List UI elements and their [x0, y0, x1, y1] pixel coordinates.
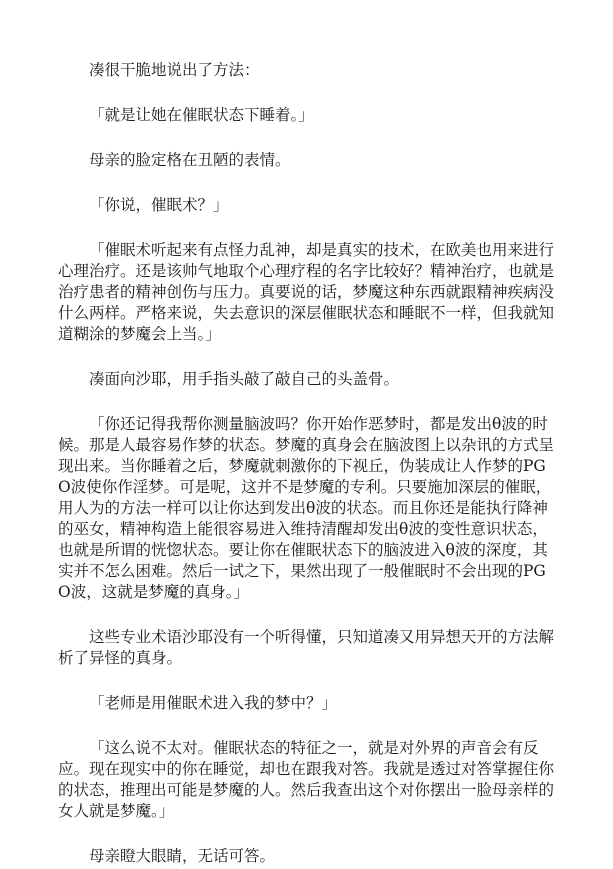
- paragraph-7: 「你还记得我帮你测量脑波吗？你开始作恶梦时，都是发出θ波的时候。那是人最容易作梦的状态。梦魔的真身会在脑波图上以杂讯的方式呈现出来。当你睡着之后，梦魔就刺激你的下视丘，伪装成让人作梦的PGO波使你作淫梦。可是呢，这并不是梦魔的专利。只要施加深层的催眠，用人为的方法一样可以让你达到发出θ波的状态。而且你还是能执行降神的巫女，精神构造上能很容易进入维持清醒却发出θ波的变性意识状态，也就是所谓的恍惚状态。要让你在催眠状态下的脑波进入θ波的深度，其实并不怎么困难。然后一试之下，果然出现了一般催眠时不会出现的PGO波，这就是梦魔的真身。」: [58, 415, 555, 601]
- paragraph-11: 母亲瞪大眼睛，无话可答。: [89, 847, 276, 865]
- paragraph-2: 「就是让她在催眠状态下睡着。」: [89, 106, 314, 124]
- paragraph-8: 这些专业术语沙耶没有一个听得懂，只知道凑又用异想天开的方法解析了异怪的真身。: [58, 628, 555, 667]
- paragraph-5: 「催眠术听起来有点怪力乱神，却是真实的技术，在欧美也用来进行心理治疗。还是该帅气地取个心理疗程的名字比较好？精神治疗，也就是治疗患者的精神创伤与压力。真要说的话，梦魔这种东西就跟精神疾病没什么两样。严格来说，失去意识的深层催眠状态和睡眠不一样，但我就知道糊涂的梦魔会上当。」: [58, 241, 555, 343]
- paragraph-1: 凑很干脆地说出了方法：: [89, 61, 260, 79]
- paragraph-10: 「这么说不太对。催眠状态的特征之一，就是对外界的声音会有反应。现在现实中的你在睡觉，却也在跟我对答。我就是透过对答掌握住你的状态，推理出可能是梦魔的人。然后我查出这个对你摆出一脸母亲样的女人就是梦魔。」: [58, 739, 555, 820]
- paragraph-9: 「老师是用催眠术进入我的梦中？」: [89, 694, 338, 712]
- paragraph-6: 凑面向沙耶，用手指头敲了敲自己的头盖骨。: [89, 370, 400, 388]
- paragraph-3: 母亲的脸定格在丑陋的表情。: [89, 151, 291, 169]
- paragraph-4: 「你说，催眠术？」: [89, 196, 229, 214]
